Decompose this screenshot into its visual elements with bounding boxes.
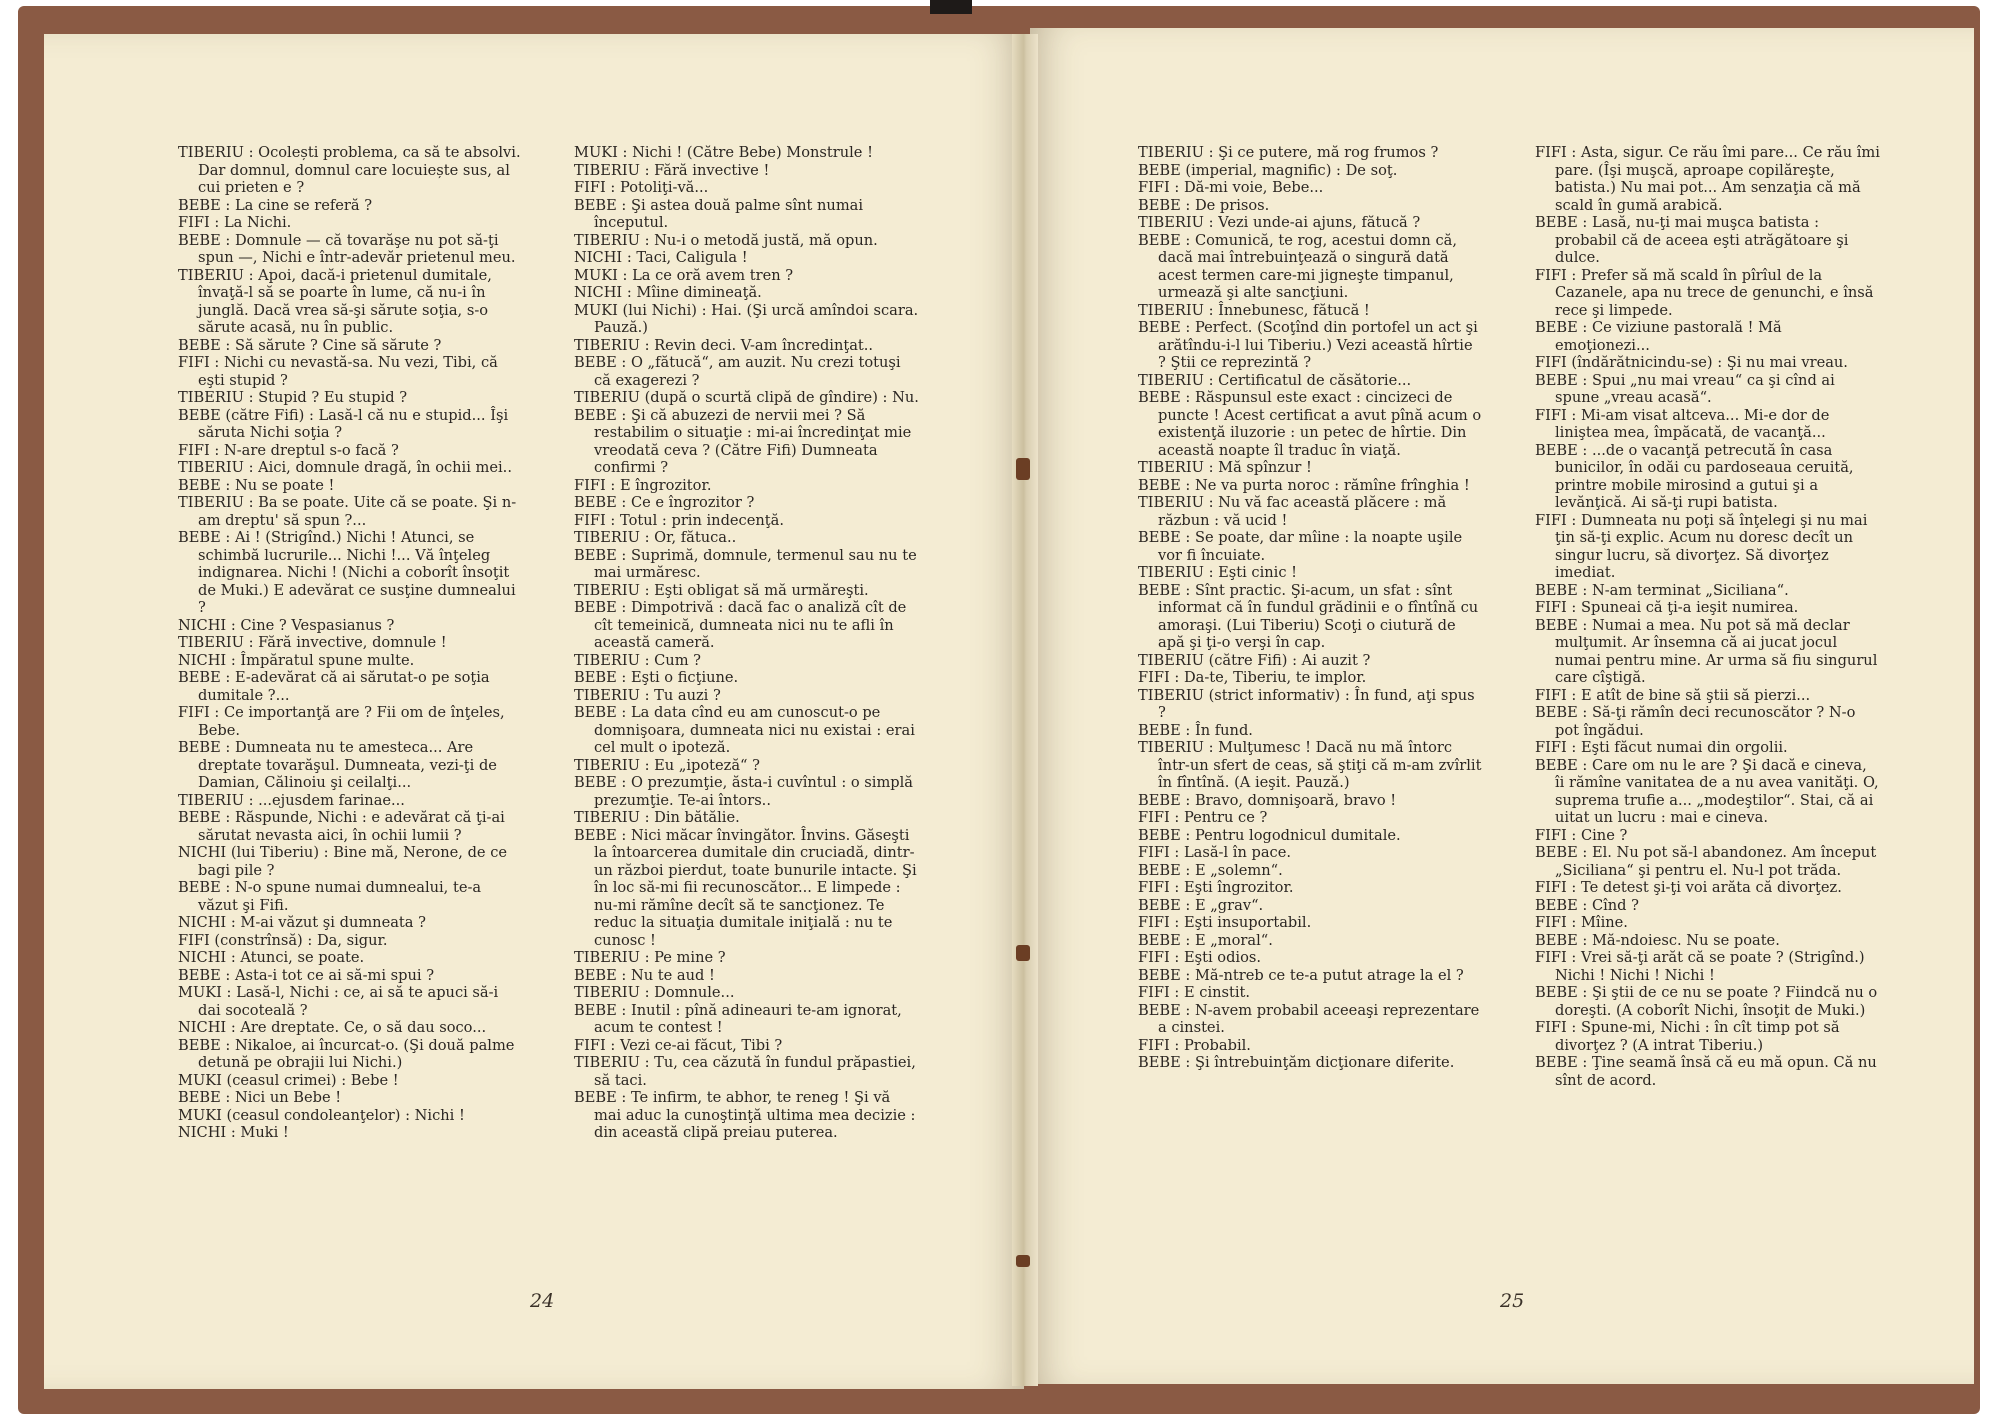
- dialogue-line: TIBERIU : Şi ce putere, mă rog frumos ?: [1138, 144, 1439, 161]
- dialogue-line: TIBERIU : Fără invective, domnule !: [178, 634, 447, 651]
- dialogue-line: BEBE : Spui „nu mai vreau“ ca şi cînd ai spune „vreau acasă“.: [1535, 371, 1835, 406]
- dialogue-line: BEBE : N-o spune numai dumnealui, te-a văzut şi Fifi.: [178, 879, 482, 914]
- dialogue-line: BEBE : La data cînd eu am cunoscut-o pe domnişoara, dumneata nici nu existai : erai cel mult o ipoteză.: [574, 704, 915, 756]
- dialogue-line: TIBERIU (strict informativ) : În fund, aţi spus ?: [1138, 686, 1475, 721]
- dialogue-line: TIBERIU : ...ejusdem farinae...: [178, 791, 405, 809]
- dialogue-line: BEBE : Ce viziune pastorală ! Mă emoţionezi...: [1535, 319, 1782, 354]
- binding-stitch: [1016, 458, 1030, 480]
- dialogue-line: BEBE : Ţine seamă însă că eu mă opun. Că nu sînt de acord.: [1535, 1054, 1877, 1089]
- dialogue-line: TIBERIU : Aici, domnule dragă, în ochii mei..: [178, 459, 512, 476]
- dialogue-line: TIBERIU (după o scurtă clipă de gîndire) : Nu.: [574, 389, 919, 406]
- dialogue-line: TIBERIU : Tu, cea căzută în fundul prăpastiei, să taci.: [574, 1054, 916, 1089]
- page-number-left: 24: [530, 1290, 555, 1312]
- dialogue-line: BEBE : Ai ! (Strigînd.) Nichi ! Atunci, se schimbă lucrurile... Nichi !... Vă înţeleg indignarea. Nichi ! (Nichi a coborît însoţit de Muki.) E adevărat ce susţine dumnealui ?: [178, 529, 516, 616]
- dialogue-line: BEBE : Bravo, domnişoară, bravo !: [1138, 791, 1397, 809]
- right-page-column-1: [1138, 144, 1483, 1072]
- dialogue-line: TIBERIU : Nu vă fac această plăcere : mă răzbun : vă ucid !: [1138, 494, 1447, 529]
- dialogue-line: BEBE : Domnule — că tovarăşe nu pot să-ţi spun —, Nichi e într-adevăr prietenul meu.: [178, 231, 516, 266]
- dialogue-line: BEBE : El. Nu pot să-l abandonez. Am început „Siciliana“ şi pentru el. Nu-l pot trăda.: [1535, 844, 1877, 879]
- dialogue-line: TIBERIU : Eşti cinic !: [1138, 564, 1298, 581]
- dialogue-line: TIBERIU : Apoi, dacă-i prietenul dumitale, învaţă-l să se poarte în lume, că nu-i în junglă. Dacă vrea să-şi sărute soţia, s-o sărute acasă, nu în public.: [178, 266, 492, 336]
- dialogue-line: BEBE : De prisos.: [1138, 196, 1270, 214]
- dialogue-line: FIFI : E atît de bine să ştii să pierzi...: [1535, 686, 1811, 704]
- dialogue-line: NICHI : Cine ? Vespasianus ?: [178, 616, 395, 634]
- dialogue-line: MUKI : Lasă-l, Nichi : ce, ai să te apuci să-i dai socoteală ?: [178, 984, 499, 1019]
- dialogue-line: FIFI : Vezi ce-ai făcut, Tibi ?: [574, 1036, 783, 1054]
- dialogue-line: BEBE : Mă-ntreb ce te-a putut atrage la el ?: [1138, 966, 1464, 984]
- dialogue-line: TIBERIU : Stupid ? Eu stupid ?: [178, 389, 408, 406]
- dialogue-line: BEBE : Numai a mea. Nu pot să mă declar mulţumit. Ar însemna că ai jucat jocul numai pentru mine. Ar urma să fiu singurul care cîştigă.: [1535, 616, 1878, 686]
- dialogue-line: FIFI : Asta, sigur. Ce rău îmi pare... Ce rău îmi pare. (Îşi muşcă, aproape copilăreşte, batista.) Nu mai pot... Am senzaţia că mă scald în gumă arabică.: [1535, 144, 1880, 214]
- dialogue-line: BEBE : Să sărute ? Cine să sărute ?: [178, 336, 442, 354]
- dialogue-line: BEBE : Nici măcar învingător. Învins. Găseşti la întoarcerea dumitale din cruciadă, dintr-un război pierdut, toate bunurile intacte. Şi în loc să-mi fii recunoscător... E limpede : nu-mi rămîne decît să te sancţionez. Te reduc la situaţia dumitale iniţială : nu te cunosc !: [574, 826, 917, 949]
- dialogue-line: BEBE : Mă-ndoiesc. Nu se poate.: [1535, 931, 1780, 949]
- dialogue-line: TIBERIU (către Fifi) : Ai auzit ?: [1138, 651, 1371, 669]
- dialogue-line: TIBERIU : Cum ?: [574, 651, 701, 669]
- dialogue-line: NICHI : Muki !: [178, 1124, 289, 1141]
- dialogue-line: FIFI : Eşti odios.: [1138, 949, 1261, 966]
- dialogue-line: BEBE : Sînt practic. Şi-acum, un sfat : sînt informat că în fundul grădinii e o fîntînă cu amoraşi. (Lui Tiberiu) Scoţi o ciutură de apă şi ţi-o verşi în cap.: [1138, 581, 1479, 651]
- dialogue-line: BEBE : Ne va purta noroc : rămîne frînghia !: [1138, 476, 1470, 494]
- dialogue-line: BEBE : Dimpotrivă : dacă fac o analiză cît de cît temeinică, dumneata nici nu te afli în această cameră.: [574, 599, 907, 651]
- dialogue-line: FIFI : Potoliţi-vă...: [574, 179, 709, 196]
- binding-stitch: [1016, 1255, 1030, 1267]
- dialogue-line: TIBERIU : Din bătălie.: [574, 809, 740, 826]
- dialogue-line: TIBERIU : Ba se poate. Uite că se poate. Şi n-am dreptu' să spun ?...: [178, 494, 517, 529]
- dialogue-line: FIFI : N-are dreptul s-o facă ?: [178, 441, 399, 459]
- dialogue-line: TIBERIU : Vezi unde-ai ajuns, fătucă ?: [1138, 214, 1421, 231]
- dialogue-line: TIBERIU : Înnebunesc, fătucă !: [1138, 301, 1370, 319]
- dialogue-line: BEBE : Nikaloe, ai încurcat-o. (Şi două palme detună pe obrajii lui Nichi.): [178, 1036, 515, 1071]
- dialogue-line: TIBERIU : Eu „ipoteză“ ?: [574, 756, 760, 774]
- dialogue-line: TIBERIU : Pe mine ?: [574, 949, 726, 966]
- dialogue-line: BEBE : Comunică, te rog, acestui domn că, dacă mai întrebuinţează o singură dată acest termen care-mi jigneşte timpanul, urmează şi alte sancţiuni.: [1138, 231, 1457, 301]
- dialogue-line: TIBERIU : Mulţumesc ! Dacă nu mă întorc într-un sfert de ceas, să ştiţi că m-am zvîrlit în fîntînă. (A ieşit. Pauză.): [1138, 739, 1482, 791]
- dialogue-line: TIBERIU : Nu-i o metodă justă, mă opun.: [574, 231, 878, 249]
- dialogue-line: BEBE : Lasă, nu-ţi mai muşca batista : probabil că de aceea eşti atrăgătoare şi dulce.: [1535, 214, 1849, 266]
- dialogue-line: BEBE : E „solemn“.: [1138, 861, 1283, 879]
- dialogue-line: FIFI : Eşti făcut numai din orgolii.: [1535, 739, 1788, 756]
- dialogue-line: BEBE : O „fătucă“, am auzit. Nu crezi totuşi că exagerezi ?: [574, 354, 901, 389]
- dialogue-line: BEBE : Care om nu le are ? Şi dacă e cineva, îi rămîne vanitatea de a nu avea vanităţi. O, suprema trufie a... „modeştilor“. Stai, că ai uitat un lucru : mai e cineva.: [1535, 756, 1879, 826]
- dialogue-line: BEBE : Şi astea două palme sînt numai începutul.: [574, 196, 864, 231]
- dialogue-line: BEBE : Se poate, dar mîine : la noapte uşile vor fi încuiate.: [1138, 529, 1463, 564]
- book-gutter: [1012, 34, 1038, 1386]
- dialogue-line: FIFI : Dă-mi voie, Bebe...: [1138, 179, 1324, 196]
- dialogue-line: TIBERIU : Fără invective !: [574, 161, 770, 179]
- dialogue-line: FIFI : Pentru ce ?: [1138, 809, 1268, 826]
- dialogue-line: BEBE : Nu se poate !: [178, 476, 335, 494]
- dialogue-line: TIBERIU : Tu auzi ?: [574, 686, 721, 704]
- binding-stitch: [1016, 945, 1030, 961]
- dialogue-line: BEBE : E „grav“.: [1138, 896, 1264, 914]
- dialogue-line: FIFI : Ce importanţă are ? Fii om de înţeles, Bebe.: [178, 704, 505, 739]
- dialogue-line: BEBE : Asta-i tot ce ai să-mi spui ?: [178, 966, 435, 984]
- dialogue-line: FIFI : Mîine.: [1535, 914, 1628, 931]
- dialogue-line: NICHI : Împăratul spune multe.: [178, 651, 415, 669]
- dialogue-line: BEBE : O prezumţie, ăsta-i cuvîntul : o simplă prezumţie. Te-ai întors..: [574, 774, 914, 809]
- dialogue-line: FIFI : E îngrozitor.: [574, 476, 712, 494]
- dialogue-line: TIBERIU : Revin deci. V-am încredinţat..: [574, 336, 874, 354]
- dialogue-line: BEBE : Inutil : pînă adineauri te-am ignorat, acum te contest !: [574, 1001, 902, 1036]
- dialogue-line: FIFI (constrînsă) : Da, sigur.: [178, 931, 388, 949]
- dialogue-line: BEBE : Ce e îngrozitor ?: [574, 494, 755, 511]
- dialogue-line: NICHI : Are dreptate. Ce, o să dau soco...: [178, 1019, 487, 1036]
- dialogue-line: BEBE : Şi că abuzezi de nervii mei ? Să restabilim o situaţie : mi-ai încredinţat mie vreodată ceva ? (Către Fifi) Dumneata confirmi ?: [574, 406, 912, 476]
- dialogue-line: MUKI (lui Nichi) : Hai. (Şi urcă amîndoi scara. Pauză.): [574, 301, 919, 336]
- dialogue-line: BEBE : Suprimă, domnule, termenul sau nu te mai urmăresc.: [574, 546, 917, 581]
- dialogue-line: TIBERIU : Certificatul de căsătorie...: [1138, 371, 1412, 389]
- dialogue-line: BEBE : N-avem probabil aceeaşi reprezentare a cinstei.: [1138, 1001, 1480, 1036]
- dialogue-line: BEBE : Răspunsul este exact : cincizeci de puncte ! Acest certificat a avut pînă acum o existenţă iluzorie : un petec de hîrtie. Din această noapte îl traduc în viaţă.: [1138, 389, 1482, 459]
- dialogue-line: BEBE : Dumneata nu te amesteca... Are dreptate tovarăşul. Dumneata, vezi-ţi de Damian, Călinoiu şi ceilalţi...: [178, 739, 497, 791]
- dialogue-line: BEBE (imperial, magnific) : De soţ.: [1138, 161, 1398, 179]
- dialogue-line: BEBE : E-adevărat că ai sărutat-o pe soţia dumitale ?...: [178, 669, 490, 704]
- dialogue-line: BEBE (către Fifi) : Lasă-l că nu e stupid... Îşi săruta Nichi soţia ?: [178, 406, 509, 441]
- dialogue-line: TIBERIU : Mă spînzur !: [1138, 459, 1312, 476]
- dialogue-line: TIBERIU : Or, fătuca..: [574, 529, 737, 546]
- dialogue-line: FIFI : Lasă-l în pace.: [1138, 844, 1291, 861]
- dialogue-line: TIBERIU : Eşti obligat să mă urmăreşti.: [574, 581, 869, 599]
- dialogue-line: NICHI : M-ai văzut şi dumneata ?: [178, 914, 426, 931]
- dialogue-line: BEBE : ...de o vacanţă petrecută în casa bunicilor, în odăi cu pardoseaua ceruită, printre mobile mirosind a gutui şi a levănţică. Ai să-ţi rupi batista.: [1535, 441, 1854, 511]
- dialogue-line: BEBE : N-am terminat „Siciliana“.: [1535, 581, 1789, 599]
- dialogue-line: BEBE : La cine se referă ?: [178, 196, 373, 214]
- dialogue-line: FIFI : Probabil.: [1138, 1036, 1251, 1054]
- dialogue-line: BEBE : Eşti o ficţiune.: [574, 669, 739, 686]
- dialogue-line: BEBE : Pentru logodnicul dumitale.: [1138, 826, 1401, 844]
- dialogue-line: BEBE : Te infirm, te abhor, te reneg ! Şi vă mai aduc la cunoştinţă ultima mea decizie : din această clipă preiau puterea.: [574, 1089, 916, 1141]
- dialogue-line: BEBE : Nici un Bebe !: [178, 1089, 342, 1106]
- dialogue-line: FIFI : Totul : prin indecenţă.: [574, 511, 784, 529]
- dialogue-line: NICHI : Atunci, se poate.: [178, 949, 365, 966]
- dialogue-line: FIFI : Da-te, Tiberiu, te implor.: [1138, 669, 1367, 686]
- dialogue-line: FIFI (îndărătnicindu-se) : Şi nu mai vreau.: [1535, 354, 1848, 371]
- dialogue-line: FIFI : Cine ?: [1535, 826, 1628, 844]
- left-page-column-2: [574, 144, 919, 1142]
- dialogue-line: MUKI (ceasul crimei) : Bebe !: [178, 1071, 399, 1089]
- page-number-right: 25: [1500, 1290, 1525, 1312]
- dialogue-line: MUKI : Nichi ! (Către Bebe) Monstrule !: [574, 144, 873, 161]
- dialogue-line: BEBE : Să-ţi rămîn deci recunoscător ? N-o pot îngădui.: [1535, 704, 1856, 739]
- dialogue-line: BEBE : Şi ştii de ce nu se poate ? Fiindcă nu o doreşti. (A coborît Nichi, însoţit de Muki.): [1535, 984, 1878, 1019]
- dialogue-line: BEBE : Nu te aud !: [574, 966, 715, 984]
- dialogue-line: BEBE : În fund.: [1138, 721, 1253, 739]
- dialogue-line: NICHI (lui Tiberiu) : Bine mă, Nerone, de ce bagi pile ?: [178, 844, 508, 879]
- bookmark-ribbon: [930, 0, 972, 14]
- dialogue-line: FIFI : La Nichi.: [178, 214, 292, 231]
- dialogue-line: FIFI : E cinstit.: [1138, 984, 1251, 1001]
- dialogue-line: FIFI : Eşti îngrozitor.: [1138, 879, 1294, 896]
- left-page-column-1: [178, 144, 523, 1142]
- dialogue-line: FIFI : Nichi cu nevastă-sa. Nu vezi, Tibi, că eşti stupid ?: [178, 354, 498, 389]
- dialogue-line: BEBE : E „moral“.: [1138, 931, 1273, 949]
- dialogue-line: NICHI : Mîine dimineaţă.: [574, 284, 762, 301]
- dialogue-line: FIFI : Te detest şi-ţi voi arăta că divorţez.: [1535, 879, 1842, 896]
- dialogue-line: FIFI : Spune-mi, Nichi : în cît timp pot să divorţez ? (A intrat Tiberiu.): [1535, 1019, 1840, 1054]
- dialogue-line: BEBE : Perfect. (Scoţînd din portofel un act şi arătîndu-i-l lui Tiberiu.) Vezi această hîrtie ? Ştii ce reprezintă ?: [1138, 319, 1478, 371]
- dialogue-line: TIBERIU : Ocolești problema, ca să te absolvi. Dar domnul, domnul care locuiește sus, al cui prieten e ?: [178, 144, 521, 196]
- dialogue-line: FIFI : Spuneai că ţi-a ieşit numirea.: [1535, 599, 1799, 616]
- dialogue-line: BEBE : Şi întrebuinţăm dicţionare diferite.: [1138, 1054, 1455, 1071]
- dialogue-line: FIFI : Dumneata nu poţi să înţelegi şi nu mai ţin să-ţi explic. Acum nu doresc decît un singur lucru, să divorţez. Să divorţez imediat.: [1535, 511, 1868, 581]
- dialogue-line: FIFI : Mi-am visat altceva... Mi-e dor de liniştea mea, împăcată, de vacanţă...: [1535, 406, 1830, 441]
- dialogue-line: FIFI : Eşti insuportabil.: [1138, 914, 1312, 931]
- dialogue-line: FIFI : Prefer să mă scald în pîrîul de la Cazanele, apa nu trece de genunchi, e însă rece şi limpede.: [1535, 266, 1874, 319]
- dialogue-line: FIFI : Vrei să-ţi arăt că se poate ? (Strigînd.) Nichi ! Nichi ! Nichi !: [1535, 949, 1865, 984]
- right-page-column-2: [1535, 144, 1880, 1089]
- dialogue-line: MUKI : La ce oră avem tren ?: [574, 266, 794, 284]
- dialogue-line: MUKI (ceasul condoleanţelor) : Nichi !: [178, 1106, 465, 1124]
- dialogue-line: BEBE : Răspunde, Nichi : e adevărat că ţi-ai sărutat nevasta aici, în ochii lumii ?: [178, 809, 505, 844]
- dialogue-line: BEBE : Cînd ?: [1535, 896, 1639, 914]
- dialogue-line: TIBERIU : Domnule...: [574, 984, 735, 1001]
- dialogue-line: NICHI : Taci, Caligula !: [574, 249, 748, 266]
